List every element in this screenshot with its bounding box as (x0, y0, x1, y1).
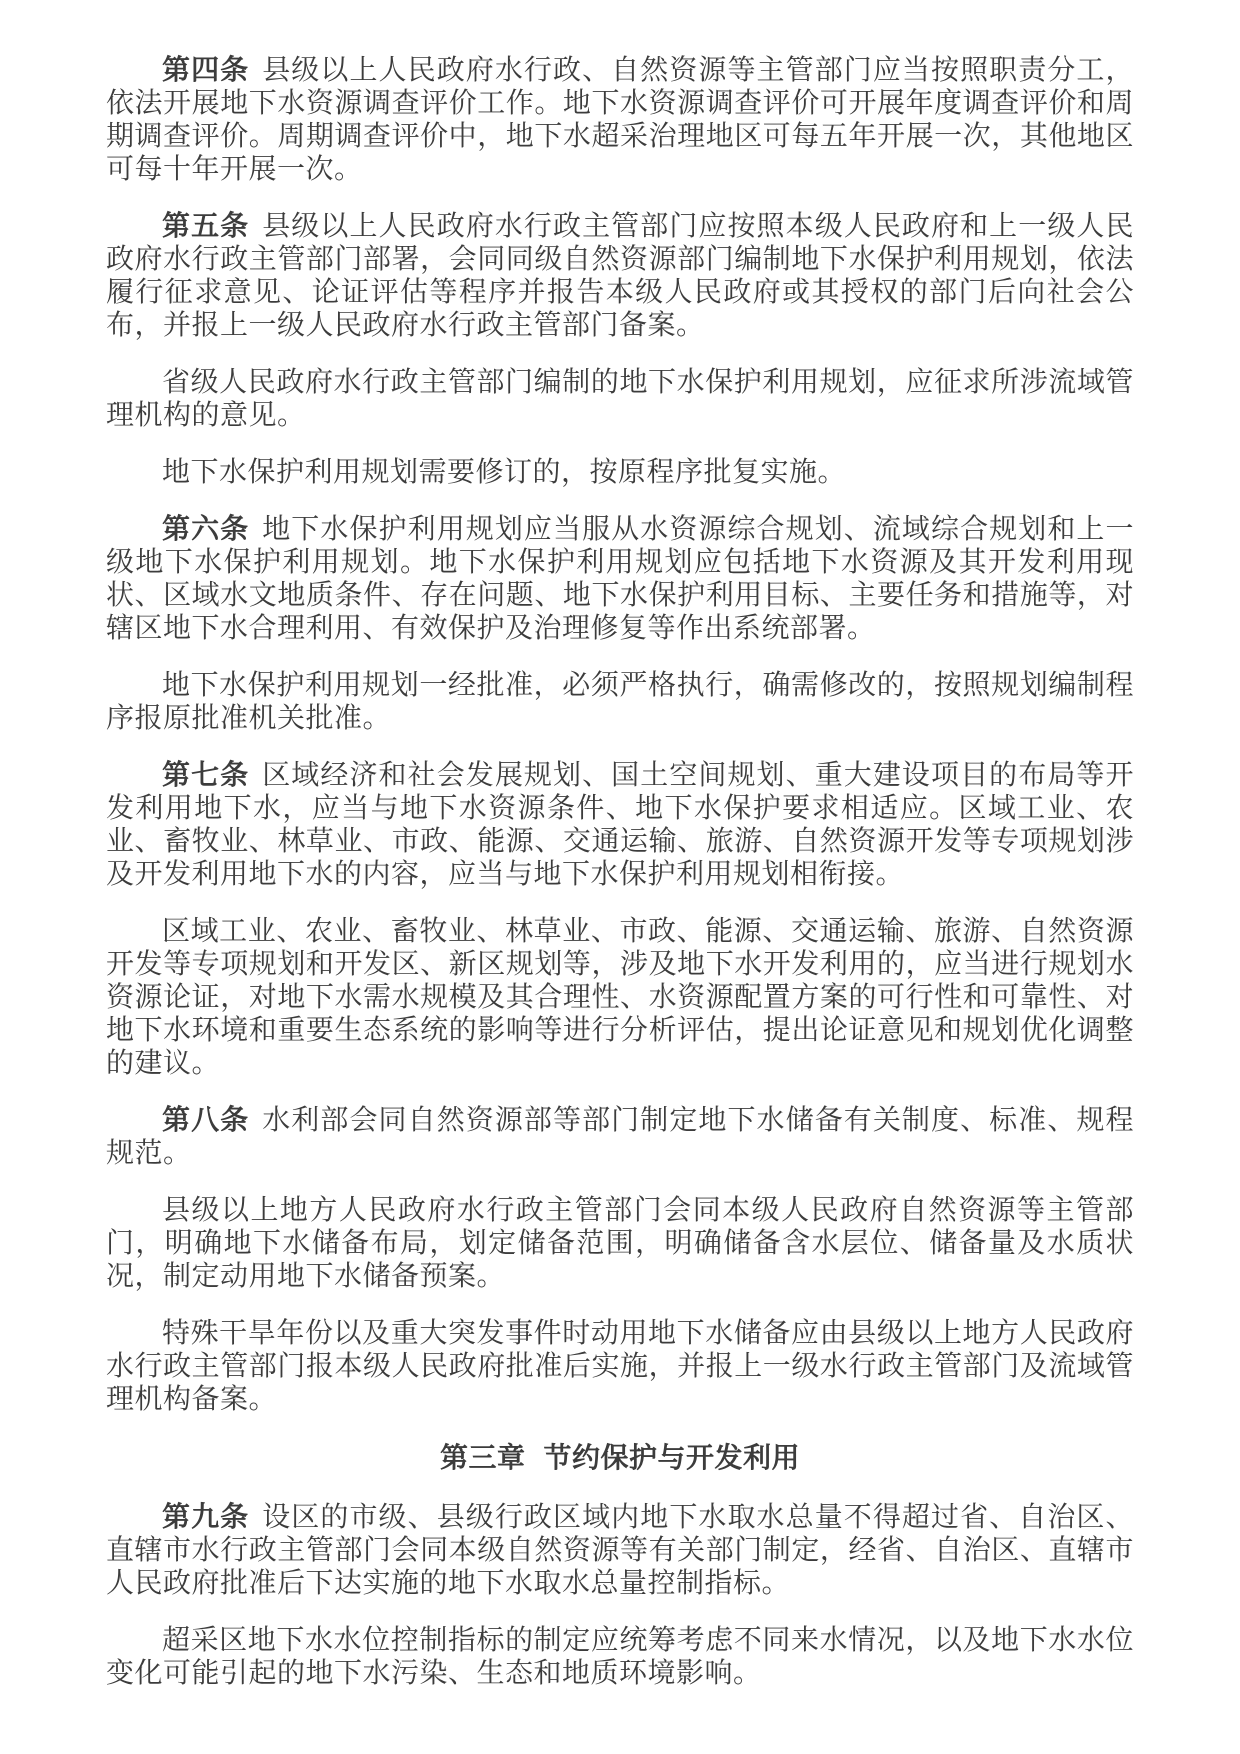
paragraph (106, 456, 1134, 489)
chapter-number-label: 第三章 (439, 1443, 526, 1474)
paragraph-text: 县级以上人民政府水行政、自然资源等主管部门应当按照职责分工，依法开展地下水资源调查评价工作。地下水资源调查评价可开展年度调查评价和周期调查评价。周期调查评价中，地下水超采治理地区可每五年开展一次，其他地区可每十年开展一次。 (106, 55, 1134, 185)
paragraph (106, 54, 1134, 186)
paragraph-text: 特殊干旱年份以及重大突发事件时动用地下水储备应由县级以上地方人民政府水行政主管部门报本级人民政府批准后实施，并报上一级水行政主管部门及流域管理机构备案。 (106, 1318, 1134, 1415)
paragraph (106, 1104, 1134, 1170)
paragraph (106, 1624, 1134, 1690)
chapter-heading (106, 1442, 1134, 1475)
paragraph (106, 513, 1134, 645)
article-number-label: 第四条 (162, 55, 250, 86)
paragraph-text: 水利部会同自然资源部等部门制定地下水储备有关制度、标准、规程规范。 (106, 1105, 1134, 1169)
article-number-label: 第七条 (162, 760, 250, 791)
paragraph-text: 区域经济和社会发展规划、国土空间规划、重大建设项目的布局等开发利用地下水，应当与地下水资源条件、地下水保护要求相适应。区域工业、农业、畜牧业、林草业、市政、能源、交通运输、旅游、自然资源开发等专项规划涉及开发利用地下水的内容，应当与地下水保护利用规划相衔接。 (106, 760, 1134, 890)
article-number-label: 第五条 (162, 211, 250, 242)
paragraph-text: 节约保护与开发利用 (543, 1443, 801, 1474)
paragraph-text: 设区的市级、县级行政区域内地下水取水总量不得超过省、自治区、直辖市水行政主管部门会同本级自然资源等有关部门制定，经省、自治区、直辖市人民政府批准后下达实施的地下水取水总量控制指标。 (106, 1502, 1134, 1599)
paragraph (106, 210, 1134, 342)
article-number-label: 第九条 (162, 1502, 250, 1533)
article-number-label: 第六条 (162, 514, 250, 545)
paragraph-text: 超采区地下水水位控制指标的制定应统筹考虑不同来水情况，以及地下水水位变化可能引起的地下水污染、生态和地质环境影响。 (106, 1625, 1134, 1689)
paragraph (106, 915, 1134, 1080)
paragraph-text: 县级以上地方人民政府水行政主管部门会同本级人民政府自然资源等主管部门，明确地下水储备布局，划定储备范围，明确储备含水层位、储备量及水质状况，制定动用地下水储备预案。 (106, 1195, 1134, 1292)
paragraph (106, 669, 1134, 735)
paragraph-text: 区域工业、农业、畜牧业、林草业、市政、能源、交通运输、旅游、自然资源开发等专项规划和开发区、新区规划等，涉及地下水开发利用的，应当进行规划水资源论证，对地下水需水规模及其合理性、水资源配置方案的可行性和可靠性、对地下水环境和重要生态系统的影响等进行分析评估，提出论证意见和规划优化调整的建议。 (106, 916, 1134, 1079)
paragraph (106, 1501, 1134, 1600)
paragraph (106, 1194, 1134, 1293)
paragraph-text: 地下水保护利用规划一经批准，必须严格执行，确需修改的，按照规划编制程序报原批准机关批准。 (106, 670, 1134, 734)
document-body (106, 54, 1134, 1690)
paragraph-text: 省级人民政府水行政主管部门编制的地下水保护利用规划，应征求所涉流域管理机构的意见。 (106, 367, 1134, 431)
paragraph-text: 地下水保护利用规划需要修订的，按原程序批复实施。 (162, 457, 847, 488)
paragraph-text: 县级以上人民政府水行政主管部门应按照本级人民政府和上一级人民政府水行政主管部门部署，会同同级自然资源部门编制地下水保护利用规划，依法履行征求意见、论证评估等程序并报告本级人民政府或其授权的部门后向社会公布，并报上一级人民政府水行政主管部门备案。 (106, 211, 1134, 341)
paragraph (106, 759, 1134, 891)
paragraph (106, 366, 1134, 432)
paragraph-text: 地下水保护利用规划应当服从水资源综合规划、流域综合规划和上一级地下水保护利用规划。地下水保护利用规划应包括地下水资源及其开发利用现状、区域水文地质条件、存在问题、地下水保护利用目标、主要任务和措施等，对辖区地下水合理利用、有效保护及治理修复等作出系统部署。 (106, 514, 1134, 644)
paragraph (106, 1317, 1134, 1416)
article-number-label: 第八条 (162, 1105, 250, 1136)
